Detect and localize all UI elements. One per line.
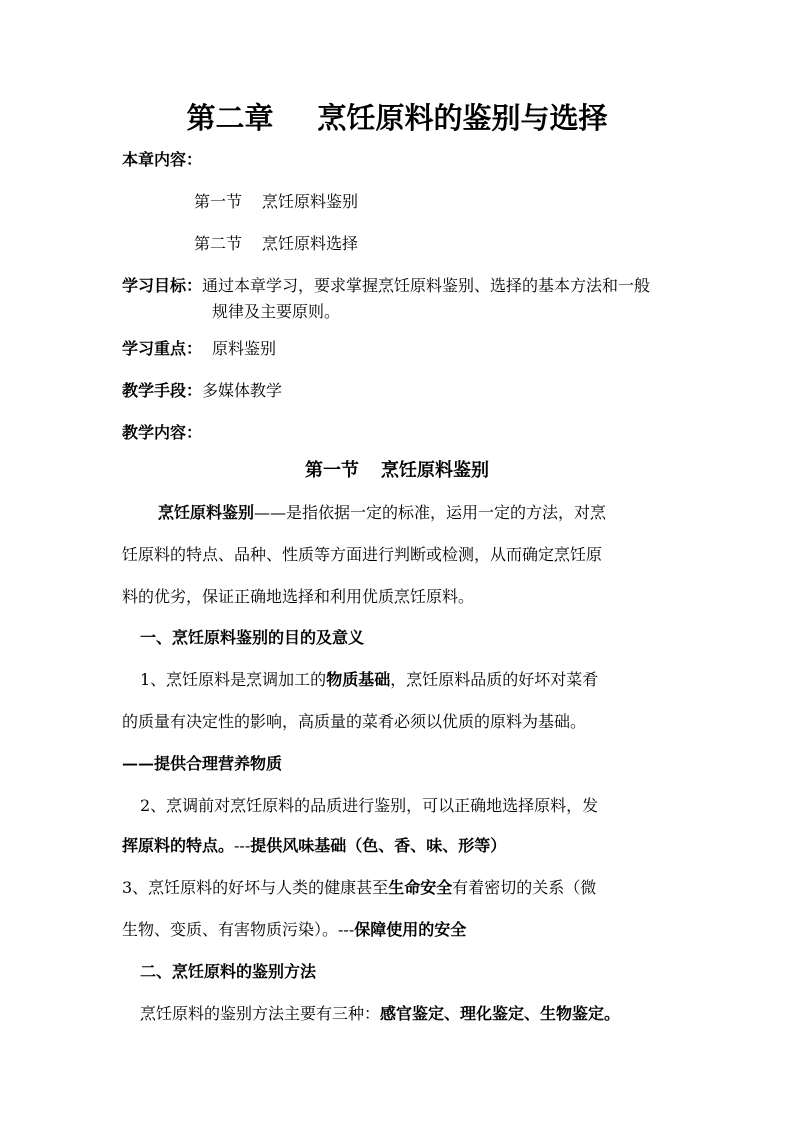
key-points-value: 原料鉴别 [212,339,277,358]
point2-summary: 提供风味基础（色、香、味、形等） [250,836,507,855]
chapter-name: 烹饪原料的鉴别与选择 [317,101,608,135]
methods-line: 烹饪原料的鉴别方法主要有三种：感官鉴定、理化鉴定、生物鉴定。 [140,1004,621,1023]
chapter-content-label: 本章内容： [122,150,203,169]
teaching-method-value: 多媒体教学 [202,381,283,400]
objectives [122,276,650,296]
methods-list: 感官鉴定、理化鉴定、生物鉴定。 [380,1004,621,1023]
teaching-content-label: 教学内容： [122,423,203,442]
point1-bold: 物质基础 [326,670,391,689]
point2-line2: 挥原料的特点。---提供风味基础（色、香、味、形等） [122,836,507,855]
key-points [122,339,276,359]
point3-line1: 3、烹饪原料的好坏与人类的健康甚至生命安全有着密切的关系（微 [122,878,597,897]
section-1-title: 第一节 烹饪原料鉴别 [305,460,489,481]
key-points-label: 学习重点： [122,339,203,358]
point1-line2: 的质量有决定性的影响，高质量的菜肴必须以优质的原料为基础。 [122,712,587,731]
point3-bold: 生命安全 [388,878,453,897]
chapter-section-2: 第二节 烹饪原料选择 [194,234,359,253]
chapter-title [0,100,794,136]
point2-line1: 2、烹调前对烹饪原料的品质进行鉴别，可以正确地选择原料，发 [140,796,599,815]
definition-term: 烹饪原料鉴别 [158,503,255,522]
definition-line2: 饪原料的特点、品种、性质等方面进行判断或检测，从而确定烹饪原 [122,545,603,564]
point1-summary: ——提供合理营养物质 [122,754,283,773]
objectives-text-line2: 规律及主要原则。 [212,302,341,321]
chapter-section-1: 第一节 烹饪原料鉴别 [194,192,359,211]
heading-purpose: 一、烹饪原料鉴别的目的及意义 [140,628,365,647]
heading-methods: 二、烹饪原料的鉴别方法 [140,962,317,981]
definition-line1: 烹饪原料鉴别——是指依据一定的标准，运用一定的方法，对烹 [158,503,607,522]
teaching-method [122,381,282,401]
definition-line3: 料的优劣，保证正确地选择和利用优质烹饪原料。 [122,587,475,606]
objectives-label: 学习目标： [122,276,203,295]
chapter-number: 第二章 [186,101,274,135]
point3-line2: 生物、变质、有害物质污染）。---保障使用的安全 [122,920,467,939]
objectives-text-line1: 通过本章学习，要求掌握烹饪原料鉴别、选择的基本方法和一般 [202,276,651,295]
point1-line1: 1、烹饪原料是烹调加工的物质基础，烹饪原料品质的好坏对菜肴 [140,670,599,689]
point3-summary: 保障使用的安全 [354,920,467,939]
teaching-method-label: 教学手段： [122,381,203,400]
